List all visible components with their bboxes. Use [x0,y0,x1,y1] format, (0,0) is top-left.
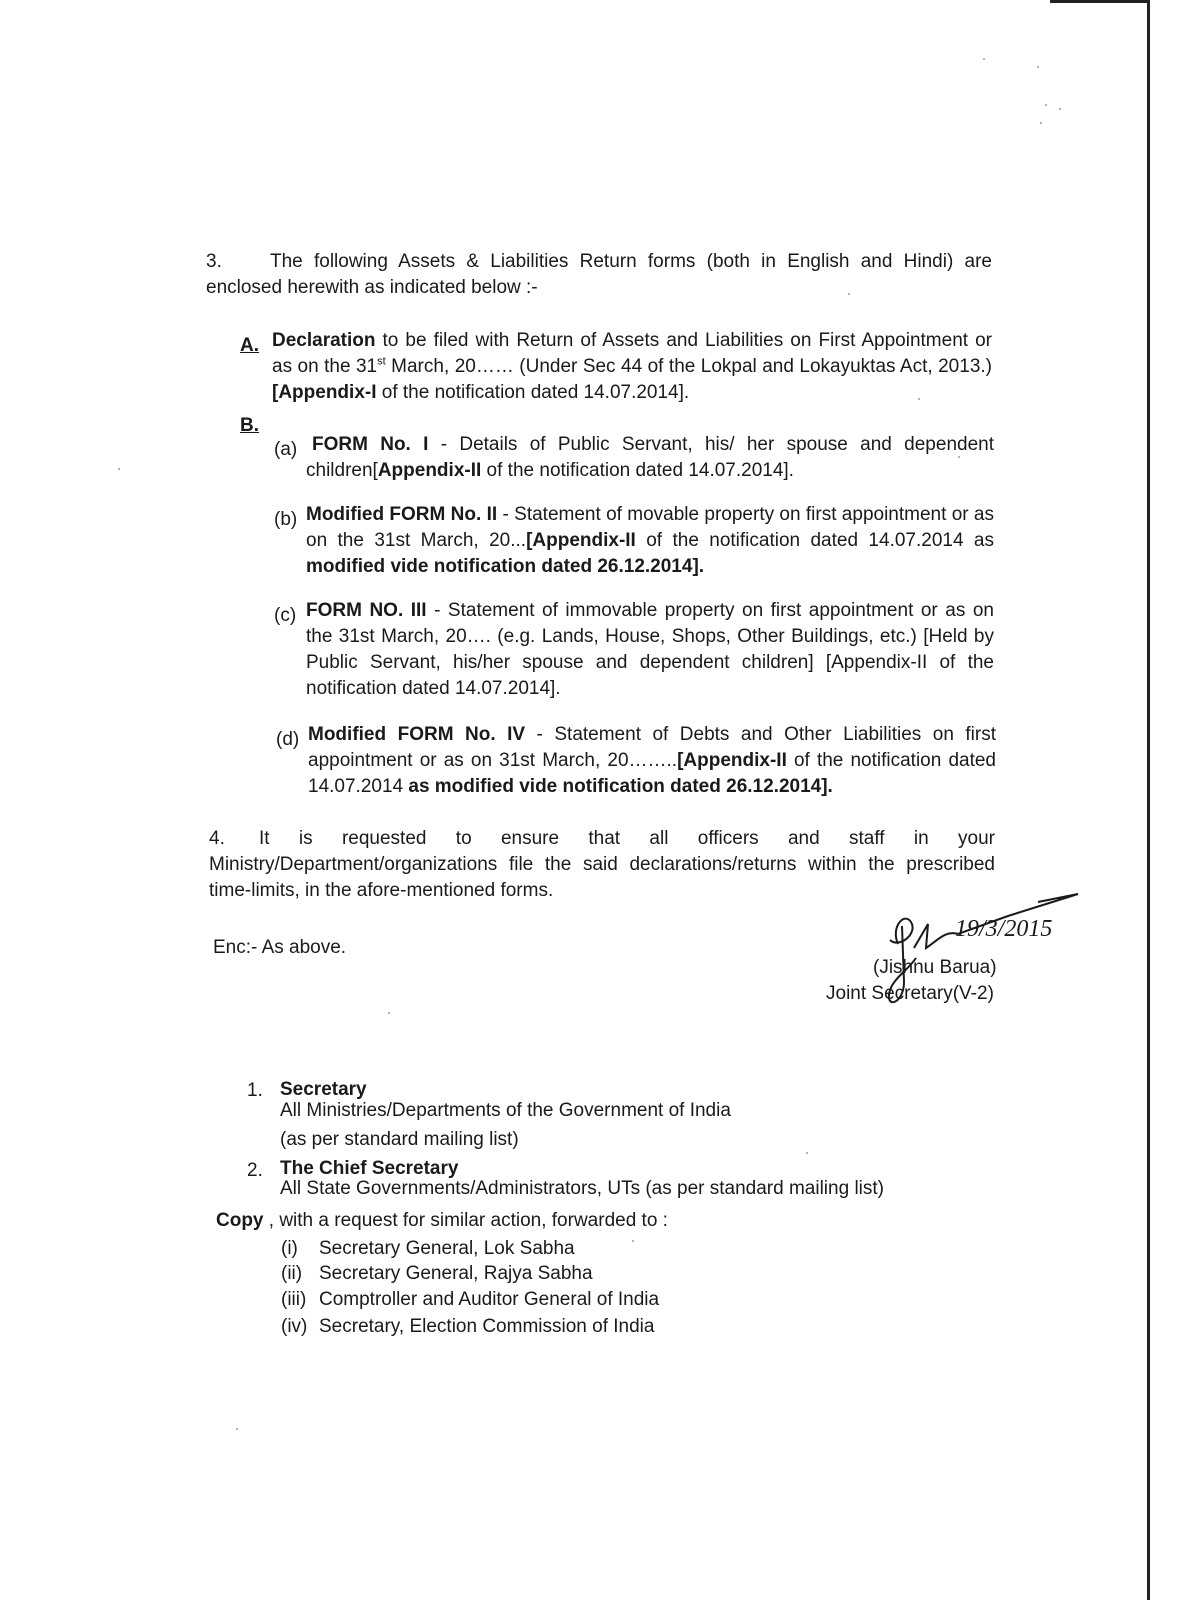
item-b-a-bold: FORM No. I [312,434,429,455]
signatory-designation: Joint Secretary(V-2) [826,983,994,1004]
copy-item-4-text: Secretary, Election Commission of India [319,1316,655,1337]
scan-speck [983,58,985,60]
item-b-d-bold: Modified FORM No. IV [308,724,526,745]
scan-speck [632,1240,634,1242]
item-b-a-bold-2: Appendix-II [377,460,482,481]
copy-item-2-mark: (ii) [281,1263,303,1284]
paragraph-3 [206,249,992,301]
recipient-2-line-1: All State Governments/Administrators, UTs (as per standard mailing list) [280,1178,884,1199]
scan-speck [118,468,120,470]
scan-edge-right [1147,0,1150,1600]
copy-item-1-text: Secretary General, Lok Sabha [319,1238,575,1259]
copy-text: , with a request for similar action, forwarded to : [263,1210,668,1231]
copy-item-3-text: Comptroller and Auditor General of India [319,1289,660,1310]
item-b-a-text [306,432,994,484]
item-b-c-text [306,598,994,702]
item-b-c-text-1: - Statement of immovable property on first appointment or as on the 31st March, 20…. (e.g. Lands, House, Shops, Other Buildings, etc.) [Held by Public Servant, his/her spouse and dependent children] [Appendix-II of the notification dated 14.07.2014]. [306,600,994,699]
recipient-1-line-1: All Ministries/Departments of the Government of India [280,1100,731,1121]
item-a-bold: Declaration [272,330,376,351]
item-b-b-bold: Modified FORM No. II [306,504,498,525]
scan-speck [806,1152,808,1154]
recipient-2-number: 2. [247,1160,263,1181]
copy-item-3 [281,1287,659,1313]
copy-item-3-mark: (iii) [281,1289,307,1310]
scan-speck [388,1012,390,1014]
item-b-b-text-2: of the notification dated 14.07.2014 as [635,530,994,551]
copy-item-2 [281,1261,593,1287]
item-b-b-bold-3: modified vide notification dated 26.12.2014]. [306,556,705,577]
copy-item-1-mark: (i) [281,1238,298,1259]
scan-speck [1040,122,1042,124]
copy-item-4-mark: (iv) [281,1316,308,1337]
recipient-2-title: The Chief Secretary [280,1158,459,1179]
copy-line [216,1208,668,1234]
item-a-sup: st [377,355,386,368]
copy-label: Copy [216,1210,264,1231]
item-b-b-text [306,502,994,580]
recipient-1-title: Secretary [280,1079,367,1100]
scan-speck [1059,108,1061,110]
item-b-d-bold-2: [Appendix-II [677,750,787,771]
item-b-d-text-2: of the notification dated 14.07.2014 [308,750,996,797]
item-b-b-mark: (b) [274,509,298,530]
scan-speck [1045,104,1047,106]
item-b-c-bold: FORM NO. III [306,600,427,621]
item-b-a-mark: (a) [274,439,298,460]
item-b-b-bold-2: [Appendix-II [526,530,636,551]
item-b-d-text-1: - Statement of Debts and Other Liabilities on first appointment or as on 31st March, 20…….. [308,724,996,771]
signature-date: 19/3/2015 [955,916,1053,942]
item-b-a-text-2: of the notification dated 14.07.2014]. [481,460,794,481]
copy-item-2-text: Secretary General, Rajya Sabha [319,1263,593,1284]
item-a-label: A. [240,335,259,356]
item-a-text-3: of the notification dated 14.07.2014]. [376,382,690,403]
copy-item-4 [281,1314,654,1340]
scan-edge-top [1050,0,1150,3]
copy-item-1 [281,1236,575,1262]
item-a-bold-2: [Appendix-I [272,382,377,403]
recipient-1-line-2: (as per standard mailing list) [280,1129,519,1150]
enclosure-note: Enc:- As above. [213,937,347,958]
paragraph-4-number: 4. [209,828,225,849]
scan-speck [236,1428,238,1430]
recipient-1-number: 1. [247,1080,263,1101]
item-b-label: B. [240,415,259,436]
item-b-d-mark: (d) [276,729,300,750]
paragraph-3-number: 3. [206,251,222,272]
paragraph-3-text: The following Assets & Liabilities Return forms (both in English and Hindi) are enclosed herewith as indicated below :- [206,251,992,298]
item-b-c-mark: (c) [274,605,297,626]
item-a-text-2: March, 20…… (Under Sec 44 of the Lokpal and Lokayuktas Act, 2013.) [385,356,992,377]
signatory-name: (Jishnu Barua) [873,957,997,978]
item-a-text [272,328,992,406]
paragraph-4-text: It is requested to ensure that all officers and staff in your Ministry/Department/organizations file the said declarations/returns within the prescribed time-limits, in the afore-mentioned forms. [209,828,995,901]
item-b-a-text-1: - Details of Public Servant, his/ her spouse and dependent children[ [306,434,994,481]
item-b-d-text [308,722,996,800]
item-a-text-1: to be filed with Return of Assets and Liabilities on First Appointment or as on the 31 [272,330,992,377]
item-b-d-bold-3: as modified vide notification dated 26.12.2014]. [408,776,833,797]
scan-speck [1037,66,1039,68]
item-b-b-text-1: - Statement of movable property on first appointment or as on the 31st March, 20... [306,504,994,551]
